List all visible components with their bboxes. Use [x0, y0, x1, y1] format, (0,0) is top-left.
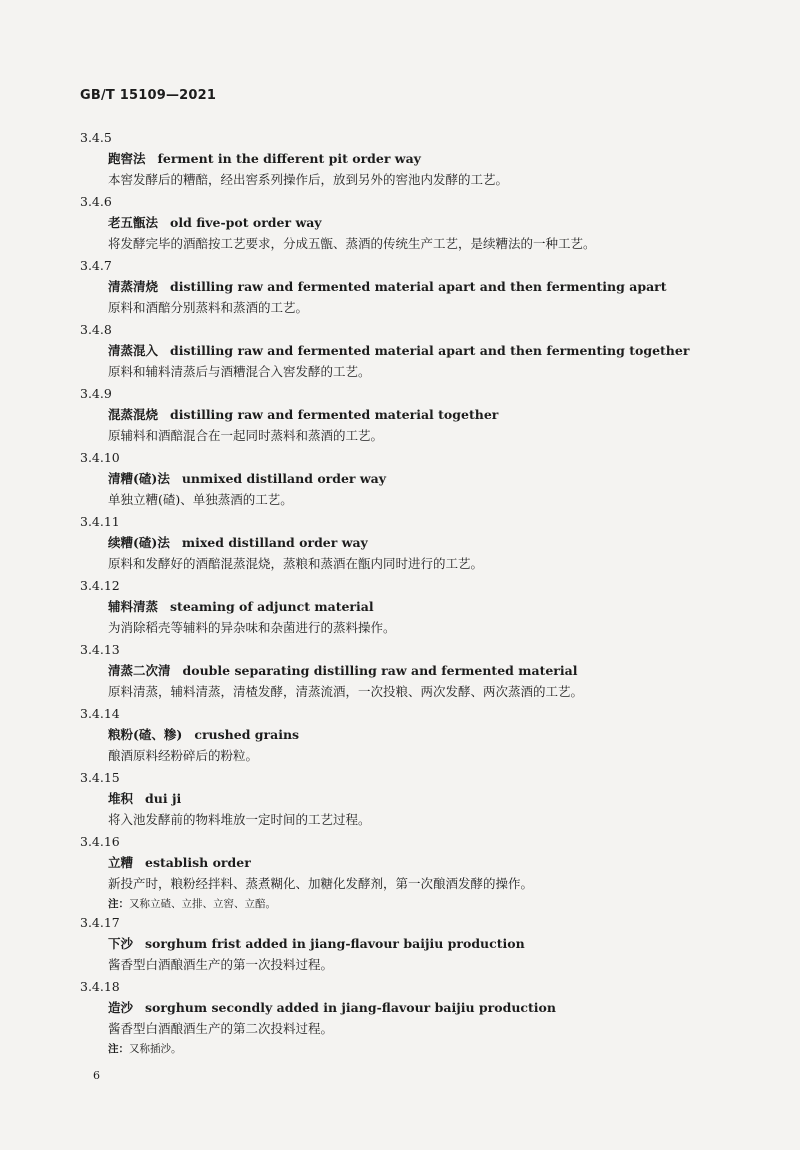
clause-number: 3.4.8: [80, 322, 112, 337]
term-chinese: 续糟(碴)法: [108, 535, 170, 550]
term-chinese: 混蒸混烧: [108, 407, 159, 422]
term-english: steaming of adjunct material: [170, 599, 374, 614]
term-chinese: 下沙: [108, 936, 134, 951]
term-entry: [80, 258, 760, 322]
clause-number: 3.4.12: [80, 578, 120, 593]
term-heading: [108, 791, 181, 807]
term-english: double separating distilling raw and fermented material: [182, 663, 578, 678]
term-note: [108, 1042, 182, 1056]
term-entry: [80, 770, 760, 834]
term-heading: [108, 151, 421, 167]
term-definition: 原料和辅料清蒸后与酒糟混合入窖发酵的工艺。: [108, 364, 371, 379]
term-english: establish order: [145, 855, 251, 870]
clause-number: 3.4.9: [80, 386, 112, 401]
term-chinese: 清蒸混入: [108, 343, 159, 358]
term-heading: [108, 936, 525, 952]
term-heading: [108, 279, 667, 295]
term-definition: 酱香型白酒酿酒生产的第二次投料过程。: [108, 1021, 334, 1036]
term-english: dui ji: [145, 791, 182, 806]
term-entry: [80, 194, 760, 258]
term-chinese: 跑窖法: [108, 151, 146, 166]
term-chinese: 辅料清蒸: [108, 599, 159, 614]
term-definition: 酱香型白酒酿酒生产的第一次投料过程。: [108, 957, 334, 972]
term-definition: 原料和酒醅分别蒸料和蒸酒的工艺。: [108, 300, 309, 315]
term-chinese: 老五甑法: [108, 215, 159, 230]
term-english: ferment in the different pit order way: [157, 151, 421, 166]
term-heading: [108, 535, 368, 551]
term-heading: [108, 215, 322, 231]
term-entry: [80, 834, 760, 915]
term-entry: [80, 706, 760, 770]
term-english: crushed grains: [194, 727, 300, 742]
term-heading: [108, 727, 299, 743]
note-text: 又称插沙。: [129, 1043, 182, 1055]
term-definition: 为消除稻壳等辅料的异杂味和杂菌进行的蒸料操作。: [108, 620, 396, 635]
term-definition: 将发酵完毕的酒醅按工艺要求，分成五甑、蒸酒的传统生产工艺，是续糟法的一种工艺。: [108, 236, 596, 251]
term-entry: [80, 578, 760, 642]
clause-number: 3.4.16: [80, 834, 120, 849]
term-heading: [108, 407, 498, 423]
term-english: old five-pot order way: [170, 215, 322, 230]
term-entry: [80, 386, 760, 450]
term-heading: [108, 343, 689, 359]
note-text: 又称立碴、立排、立窖、立醅。: [129, 898, 276, 910]
clause-number: 3.4.18: [80, 979, 120, 994]
term-english: distilling raw and fermented material apart and then fermenting apart: [170, 279, 667, 294]
clause-number: 3.4.14: [80, 706, 120, 721]
term-chinese: 粮粉(碴、糁): [108, 727, 183, 742]
term-definition: 酿酒原料经粉碎后的粉粒。: [108, 748, 259, 763]
term-entry: [80, 450, 760, 514]
term-entry: [80, 642, 760, 706]
term-note: [108, 897, 276, 911]
term-english: mixed distilland order way: [181, 535, 368, 550]
term-chinese: 清蒸清烧: [108, 279, 159, 294]
term-entry: [80, 322, 760, 386]
clause-number: 3.4.11: [80, 514, 120, 529]
term-definition: 新投产时，粮粉经拌料、蒸煮糊化、加糖化发酵剂，第一次酿酒发酵的操作。: [108, 876, 534, 891]
term-definition: 本窖发酵后的糟醅，经出窖系列操作后，放到另外的窖池内发酵的工艺。: [108, 172, 509, 187]
term-entry: [80, 514, 760, 578]
term-english: distilling raw and fermented material apart and then fermenting together: [170, 343, 690, 358]
term-heading: [108, 471, 386, 487]
term-chinese: 清蒸二次清: [108, 663, 171, 678]
term-heading: [108, 1000, 556, 1016]
term-definition: 将入池发酵前的物料堆放一定时间的工艺过程。: [108, 812, 371, 827]
term-chinese: 堆积: [108, 791, 134, 806]
term-english: unmixed distilland order way: [181, 471, 386, 486]
term-chinese: 立糟: [108, 855, 134, 870]
term-english: distilling raw and fermented material together: [170, 407, 499, 422]
term-heading: [108, 855, 251, 871]
standard-number: GB/T 15109—2021: [80, 88, 217, 103]
clause-number: 3.4.6: [80, 194, 112, 209]
term-definition: 原料和发酵好的酒醅混蒸混烧，蒸粮和蒸酒在甑内同时进行的工艺。: [108, 556, 484, 571]
term-definition: 原辅料和酒醅混合在一起同时蒸料和蒸酒的工艺。: [108, 428, 384, 443]
term-chinese: 清糟(碴)法: [108, 471, 170, 486]
term-entry: [80, 979, 760, 1060]
page-number: 6: [93, 1069, 100, 1082]
term-heading: [108, 599, 374, 615]
term-english: sorghum secondly added in jiang-flavour baijiu production: [145, 1000, 556, 1015]
clause-number: 3.4.17: [80, 915, 120, 930]
term-heading: [108, 663, 577, 679]
term-list: [80, 130, 760, 1060]
note-label: 注：: [108, 898, 129, 910]
term-english: sorghum frist added in jiang-flavour baijiu production: [145, 936, 525, 951]
clause-number: 3.4.13: [80, 642, 120, 657]
term-entry: [80, 915, 760, 979]
clause-number: 3.4.15: [80, 770, 120, 785]
term-definition: 单独立糟(碴)、单独蒸酒的工艺。: [108, 492, 293, 507]
clause-number: 3.4.5: [80, 130, 112, 145]
clause-number: 3.4.10: [80, 450, 120, 465]
clause-number: 3.4.7: [80, 258, 112, 273]
term-entry: [80, 130, 760, 194]
term-definition: 原料清蒸，辅料清蒸，清楂发酵，清蒸流酒，一次投粮、两次发酵、两次蒸酒的工艺。: [108, 684, 584, 699]
note-label: 注：: [108, 1043, 129, 1055]
term-chinese: 造沙: [108, 1000, 134, 1015]
